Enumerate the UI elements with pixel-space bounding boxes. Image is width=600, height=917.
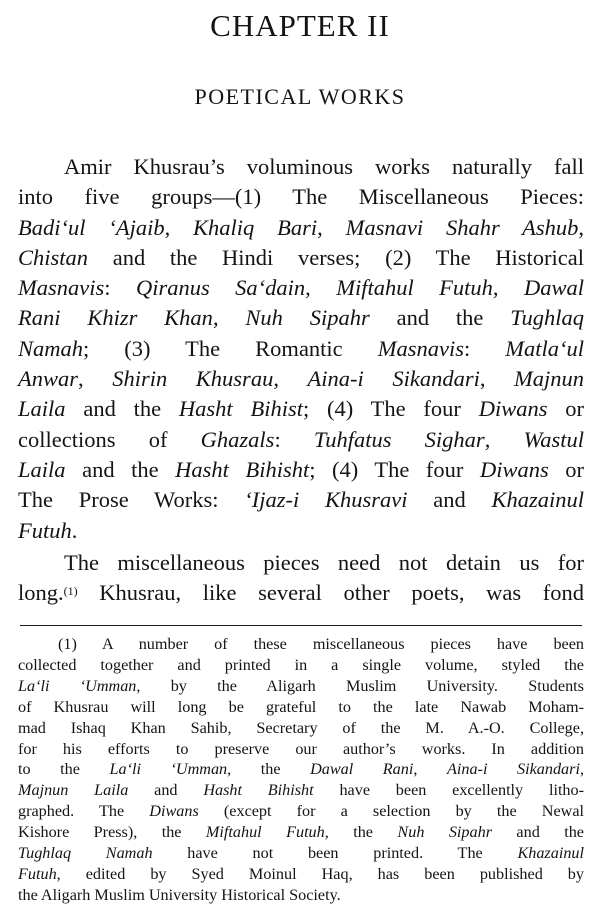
paragraph-1-line: into five groups—(1) The Miscellaneous Pieces:	[18, 184, 584, 210]
footnote-line: collected together and printed in a single volume, styled the	[18, 655, 584, 674]
footnote-divider	[20, 625, 582, 626]
paragraph-1-line: Amir Khusrau’s voluminous works naturally fall	[64, 154, 584, 179]
footnote-line: La‘li ‘Umman, by the Aligarh Muslim University. Students	[18, 676, 584, 695]
paragraph-1-line: Anwar, Shirin Khusrau, Aina-i Sikandari, Majnun	[18, 366, 585, 392]
paragraph-2-line: The miscellaneous pieces need not detain us for	[64, 550, 584, 575]
footnote-line: to the La‘li ‘Umman, the Dawal Rani, Aina-i Sikandari,	[18, 760, 584, 779]
footnote-line: for his efforts to preserve our author’s works. In addition	[18, 739, 584, 758]
chapter-title: CHAPTER II	[210, 8, 390, 43]
footnote-line: (1) A number of these miscellaneous pieces have been	[58, 635, 584, 653]
footnote-line: graphed. The Diwans (except for a selection by the Newal	[18, 802, 585, 821]
paragraph-2	[18, 548, 584, 609]
paragraph-1-line: Futuh.	[18, 517, 78, 543]
footnote-line: mad Ishaq Khan Sahib, Secretary of the M. A.-O. College,	[18, 718, 584, 737]
footnote-marker[interactable]: (1)	[63, 584, 78, 599]
footnote-line: of Khusrau will long be grateful to the late Nawab Moham-	[18, 697, 584, 716]
paragraph-2-text: Khusrau, like several other poets, was fond	[77, 580, 584, 606]
paragraph-1-line: Laila and the Hasht Bihist; (4) The four Diwans or	[18, 396, 585, 422]
footnote	[18, 634, 584, 906]
paragraph-1-line: collections of Ghazals: Tuhfatus Sighar, Wastul	[18, 426, 584, 452]
paragraph-1-line: Namah; (3) The Romantic Masnavis: Matla‘ul	[18, 335, 584, 361]
paragraph-1-line: Rani Khizr Khan, Nuh Sipahr and the Tughlaq	[18, 305, 585, 331]
paragraph-2-text: long.	[18, 580, 64, 606]
paragraph-1-line: Badi‘ul ‘Ajaib, Khaliq Bari, Masnavi Shahr Ashub,	[18, 214, 585, 240]
paragraph-1	[18, 152, 584, 546]
paragraph-1-line: Masnavis: Qiranus Sa‘dain, Miftahul Futuh, Dawal	[18, 275, 585, 301]
footnote-line: the Aligarh Muslim University Historical Society.	[18, 885, 341, 904]
section-title: POETICAL WORKS	[194, 84, 406, 109]
footnote-line: Futuh, edited by Syed Moinul Haq, has been published by	[18, 864, 584, 883]
paragraph-1-line: Laila and the Hasht Bihisht; (4) The four Diwans or	[18, 456, 585, 482]
paragraph-1-line: Chistan and the Hindi verses; (2) The Historical	[18, 244, 584, 270]
paragraph-2-line	[18, 578, 584, 608]
paragraph-1-line: The Prose Works: ‘Ijaz-i Khusravi and Khazainul	[18, 487, 584, 513]
footnote-line: Majnun Laila and Hasht Bihisht have been excellently litho-	[18, 781, 585, 800]
footnote-line: Kishore Press), the Miftahul Futuh, the Nuh Sipahr and the	[18, 823, 584, 842]
footnote-line: Tughlaq Namah have not been printed. The Khazainul	[18, 844, 584, 863]
